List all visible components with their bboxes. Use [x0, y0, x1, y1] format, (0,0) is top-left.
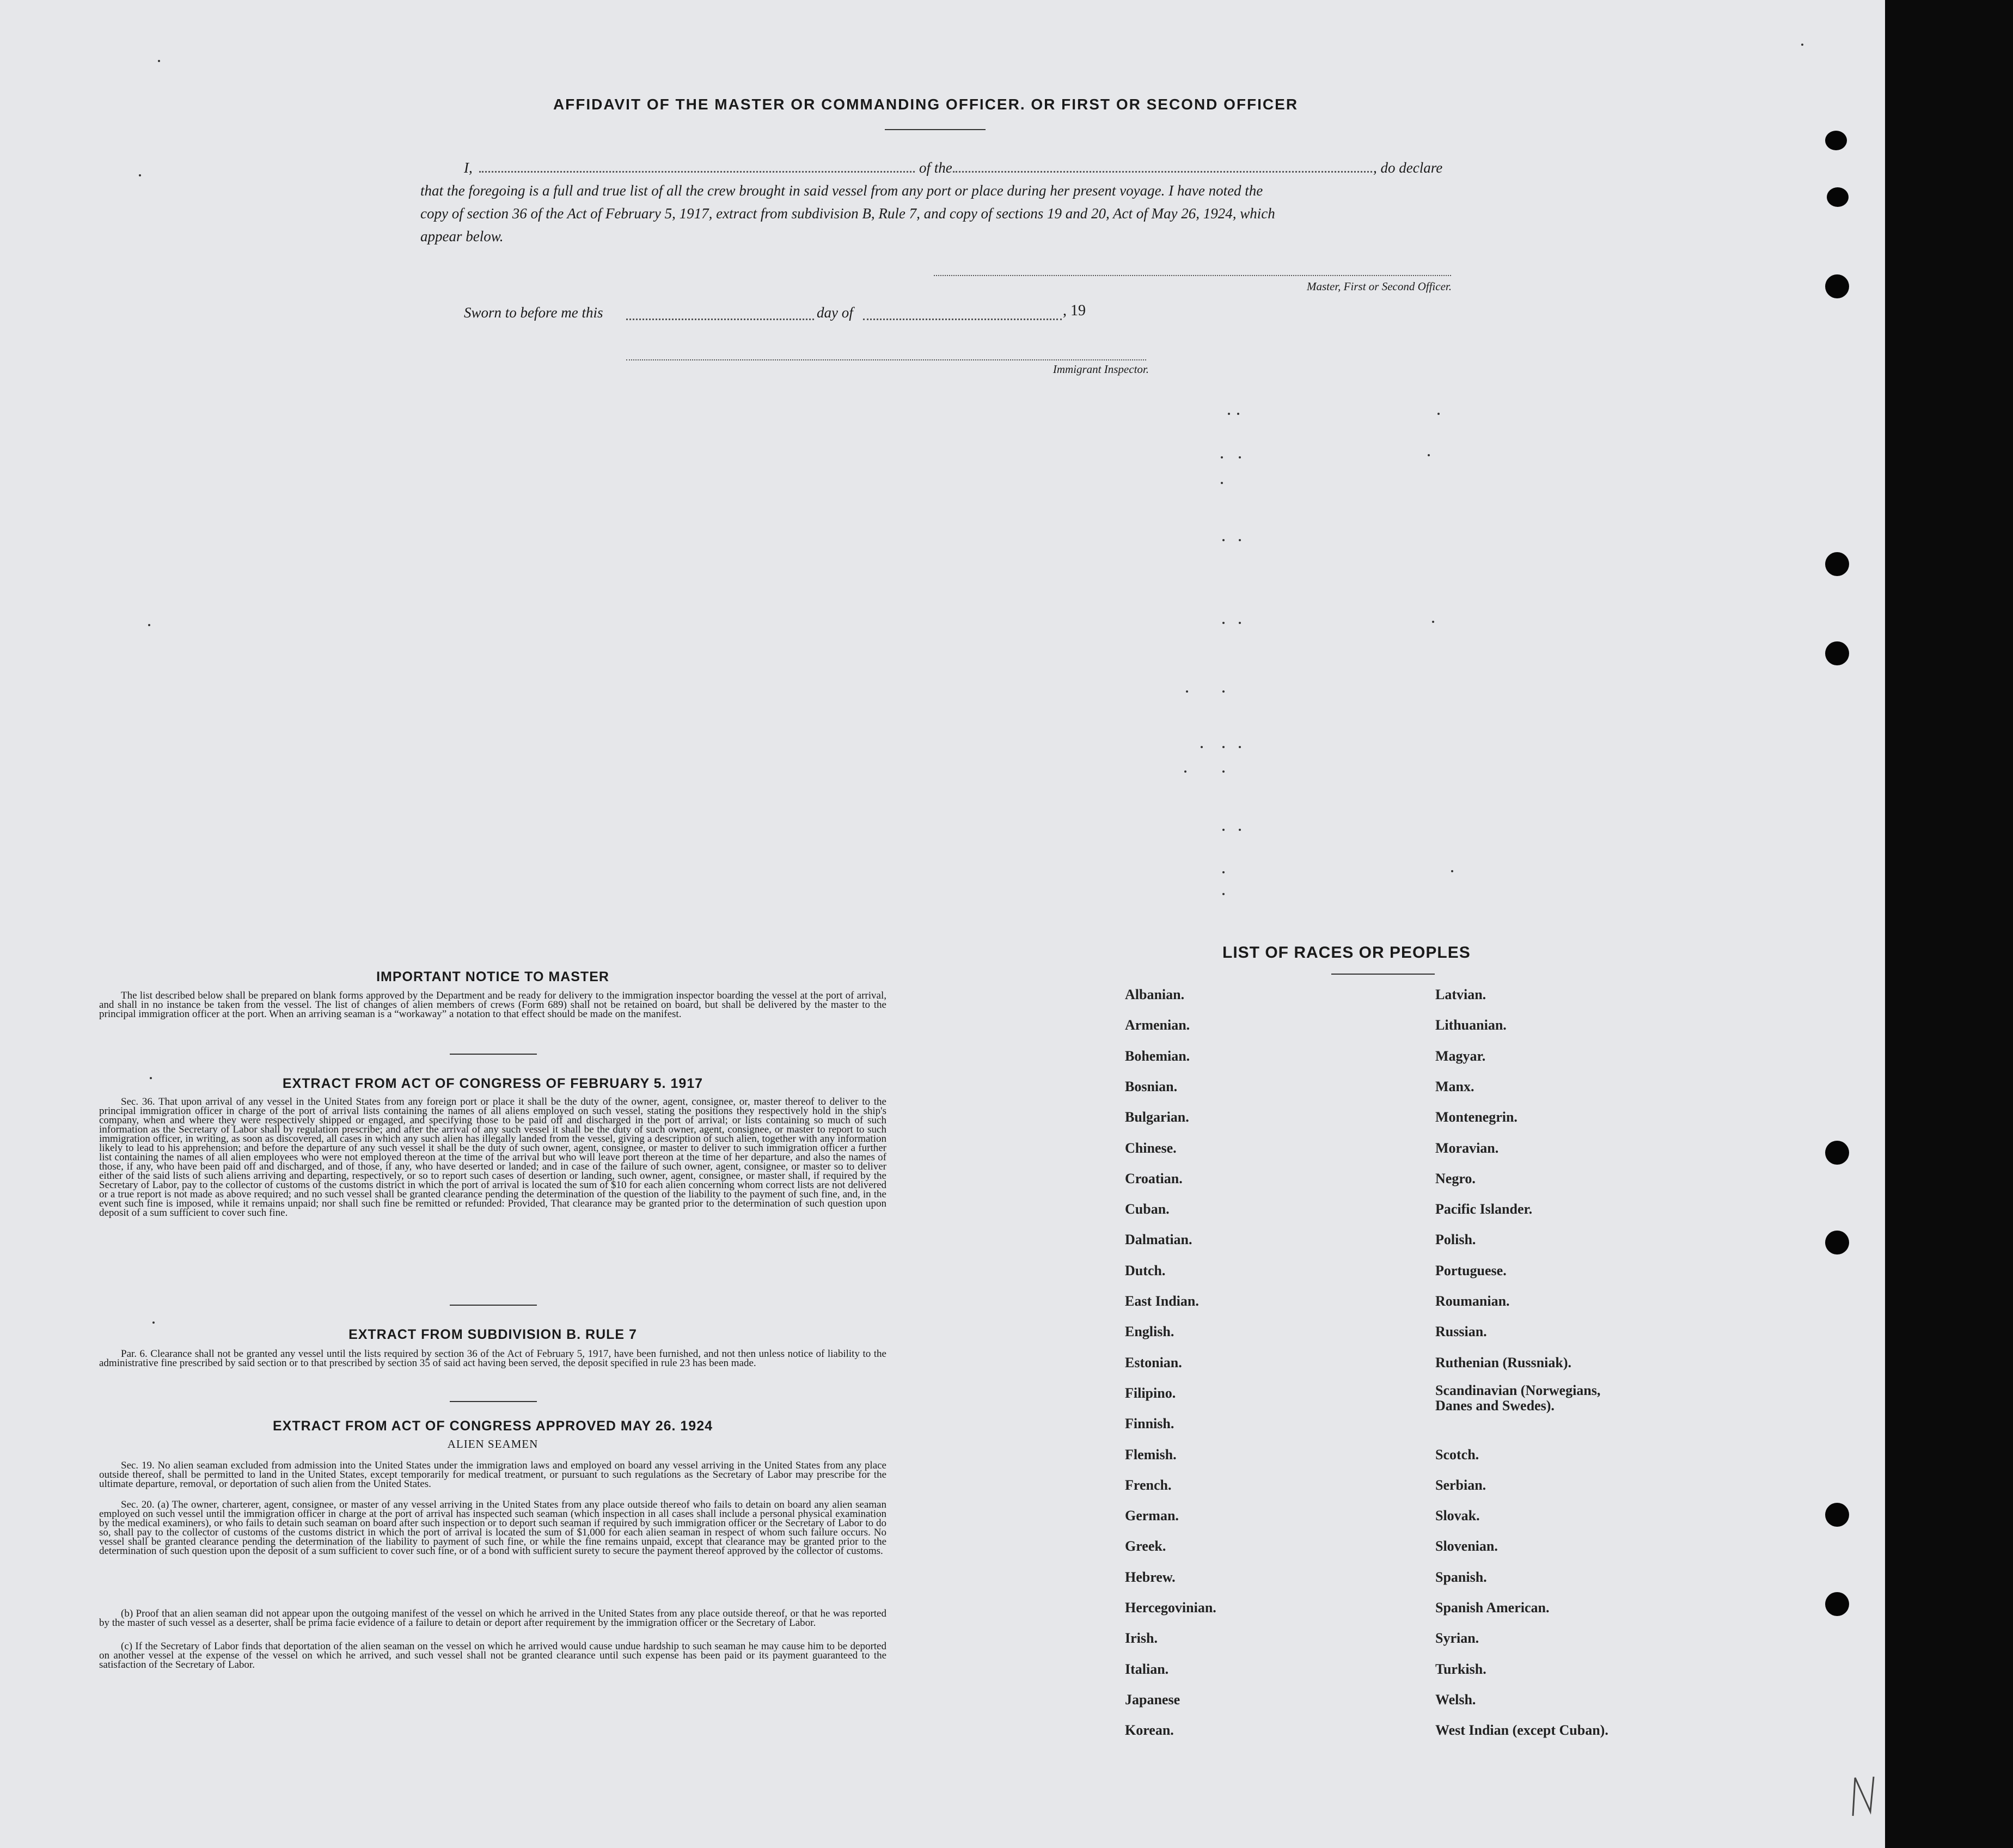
handwritten-mark — [1849, 1772, 1881, 1821]
notice-title: IMPORTANT NOTICE TO MASTER — [376, 969, 609, 984]
section-20b: (b) Proof that an alien seaman did not appear upon the outgoing manifest of the vessel on which he arrived in the United States from any place outside thereof, or that he was reported by the master of such vessel as a deserter, shall be prima facie evidence of a failure to detain or deport after requirement by the immigration officer or the Secretary of Labor. — [99, 1608, 886, 1629]
speck — [1186, 690, 1188, 693]
race-item: Pacific Islander. — [1435, 1201, 1533, 1217]
inspector-signature-line[interactable] — [626, 359, 1146, 360]
punch-hole — [1825, 131, 1847, 150]
speck — [1239, 456, 1241, 458]
race-item: Welsh. — [1435, 1691, 1476, 1708]
punch-hole — [1825, 1592, 1849, 1616]
sworn-month-field[interactable] — [863, 319, 1062, 320]
race-item: Turkish. — [1435, 1661, 1486, 1677]
rule7-title: EXTRACT FROM SUBDIVISION B. RULE 7 — [348, 1327, 637, 1342]
speck — [1222, 539, 1225, 541]
race-item: Chinese. — [1125, 1140, 1177, 1156]
divider — [450, 1401, 537, 1402]
race-item: Japanese — [1125, 1691, 1180, 1708]
affidavit-line-1 — [464, 155, 473, 181]
race-item: Dutch. — [1125, 1262, 1166, 1278]
vessel-field[interactable] — [953, 171, 1372, 173]
punch-hole — [1825, 1141, 1849, 1165]
race-item: Bohemian. — [1125, 1048, 1190, 1064]
race-item: Bulgarian. — [1125, 1109, 1189, 1125]
inspector-caption: Immigrant Inspector. — [1053, 363, 1149, 376]
speck — [1222, 829, 1225, 831]
race-item: Hercegovinian. — [1125, 1600, 1216, 1616]
extract-1917-body: Sec. 36. That upon arrival of any vessel in the United States from any foreign port or place it shall be the duty of the owner, agent, consignee, or, master thereof to deliver to the principal immigration officer in charge of the port of arrival lists containing the names of all aliens employed on such vessel, stating the positions they respectively hold in the ship's company, when and where they were respectively shipped or engaged, and specifying those to be paid off and discharged in the port of arrival; or lists containing so much of such information as the Secretary of Labor shall by regulation prescribe; and after the arrival of any such vessel it shall be the duty of such owner, agent, consignee, or master to report to such immigration officer, in writing, as soon as discovered, all cases in which any such alien has illegally landed from the vessel, giving a description of such alien, together with any information likely to lead to his apprehension; and before the departure of any such vessel it shall be the duty of such owner, agent, consignee, or master to deliver to such immigration officer a further list containing the names of all alien employees who were not employed thereon at the time of the arrival but who will leave port thereon at the time of her departure, and also the names of those, if any, who have been paid off and discharged, and of those, if any, who have deserted or landed; and in case of the failure of such owner, agent, consignee, or master so to deliver either of the said lists of such aliens arriving and departing, respectively, or so to report such cases of desertion or landing, such owner, agent, consignee, or master shall, if required by the Secretary of Labor, pay to the collector of customs of the customs district in which the port of arrival is located the sum of $10 for each alien concerning whom correct lists are not delivered or a true report is not made as above required; and no such vessel shall be granted clearance pending the determination of the question of the liability to the payment of such fine, and, in the event such fine is imposed, while it remains unpaid; nor shall such fine be remitted or refunded: Provided, That clearance may be granted prior to the determination of such question upon deposit of a sum sufficient to cover such fine. — [99, 1096, 886, 1219]
race-item: Slovak. — [1435, 1508, 1480, 1524]
race-item: Latvian. — [1435, 987, 1486, 1002]
race-item: Manx. — [1435, 1078, 1474, 1094]
race-item: Lithuanian. — [1435, 1017, 1507, 1033]
speck — [1222, 746, 1225, 748]
race-item: Scotch. — [1435, 1446, 1479, 1463]
race-item: Negro. — [1435, 1170, 1476, 1186]
punch-hole — [1825, 641, 1849, 665]
speck — [1239, 622, 1241, 624]
speck — [1239, 539, 1241, 541]
extract-1924-title: EXTRACT FROM ACT OF CONGRESS APPROVED MAY 26. 1924 — [272, 1418, 713, 1434]
divider — [450, 1054, 537, 1055]
speck — [1222, 770, 1225, 773]
race-item: Ruthenian (Russniak). — [1435, 1354, 1571, 1370]
divider — [885, 129, 986, 130]
affidavit-line-2: that the foregoing is a full and true list of all the crew brought in said vessel from any port or place during her present voyage. I have noted the — [420, 182, 1263, 199]
race-item: Irish. — [1125, 1630, 1158, 1647]
race-item: East Indian. — [1125, 1293, 1199, 1309]
race-item: Scandinavian (Norwegians, Danes and Swedes). — [1435, 1382, 1601, 1413]
race-item: Croatian. — [1125, 1170, 1183, 1186]
race-item: French. — [1125, 1477, 1172, 1493]
speck — [1222, 871, 1225, 873]
day-of-label: day of — [817, 304, 853, 321]
race-item: Dalmatian. — [1125, 1232, 1192, 1248]
race-item: Spanish. — [1435, 1569, 1487, 1585]
race-item: Bosnian. — [1125, 1078, 1178, 1094]
notice-body: The list described below shall be prepared on blank forms approved by the Department and be ready for delivery to the immigration inspector boarding the vessel at the port of arrival, and shall in no instance be taken from the vessel. The list of changes of alien members of crews (Form 689) shall not be retained on board, but shall be delivered by the master to the principal immigration officer at the port. When an arriving seaman is a “workaway” a notation to that effect should be made on the manifest. — [99, 990, 886, 1020]
speck — [152, 1321, 155, 1324]
divider — [450, 1305, 537, 1306]
speck — [1432, 621, 1434, 623]
speck — [1221, 482, 1223, 484]
section-20c: (c) If the Secretary of Labor finds that deportation of the alien seaman on the vessel on which he arrived would cause undue hardship to such seaman he may cause him to be deported on another vessel at the expense of the vessel on which he arrived, and such vessel shall not be granted clearance until such expense has been paid or its payment guaranteed to the satisfaction of the Secretary of Labor. — [99, 1641, 886, 1670]
race-item: German. — [1125, 1508, 1179, 1524]
sworn-label: Sworn to before me this — [464, 304, 603, 321]
race-item: Russian. — [1435, 1324, 1487, 1340]
race-item: Estonian. — [1125, 1354, 1182, 1370]
affidavit-do-declare: , do declare — [1373, 160, 1443, 176]
extract-1917-title: EXTRACT FROM ACT OF CONGRESS OF FEBRUARY 5. 1917 — [282, 1076, 703, 1091]
sworn-day-field[interactable] — [626, 319, 814, 320]
races-title: LIST OF RACES OR PEOPLES — [1222, 944, 1471, 962]
race-item: Armenian. — [1125, 1017, 1190, 1033]
speck — [1201, 746, 1203, 748]
race-item: Greek. — [1125, 1538, 1166, 1555]
affidavit-line-4: appear below. — [420, 228, 504, 244]
race-item: Filipino. — [1125, 1385, 1176, 1401]
speck — [139, 174, 141, 176]
race-item: Albanian. — [1125, 987, 1185, 1002]
race-item: Spanish American. — [1435, 1600, 1550, 1616]
section-19: Sec. 19. No alien seaman excluded from admission into the United States under the immigration laws and employed on board any vessel arriving in the United States from any place outside thereof, shall be permitted to land in the United States, except temporarily for medical treatment, or pursuant to such regulations as the Secretary of Labor may prescribe for the ultimate departure, removal, or deportation of such alien from the United States. — [99, 1460, 886, 1490]
affidavit-line-3: copy of section 36 of the Act of February 5, 1917, extract from subdivision B, Rule 7, and copy of sections 19 and 20, Act of May 26, 1924, which — [420, 205, 1275, 222]
speck — [1222, 690, 1225, 693]
race-item: Korean. — [1125, 1722, 1174, 1739]
speck — [1437, 413, 1440, 415]
punch-hole — [1825, 274, 1849, 298]
race-item: Syrian. — [1435, 1630, 1479, 1647]
speck — [1239, 746, 1241, 748]
race-item: Montenegrin. — [1435, 1109, 1518, 1125]
divider — [1331, 974, 1435, 975]
speck — [1222, 622, 1225, 624]
affidavit-title: AFFIDAVIT OF THE MASTER OR COMMANDING OFFICER. OR FIRST OR SECOND OFFICER — [553, 96, 1299, 113]
race-item: Hebrew. — [1125, 1569, 1176, 1585]
punch-hole — [1827, 187, 1849, 207]
race-item: Cuban. — [1125, 1201, 1170, 1217]
year-prefix: , 19 — [1063, 302, 1086, 319]
race-item: Polish. — [1435, 1232, 1476, 1248]
speck — [1801, 44, 1803, 46]
speck — [1451, 870, 1453, 872]
signature-caption: Master, First or Second Officer. — [1307, 280, 1452, 293]
speck — [158, 60, 160, 62]
race-item: Serbian. — [1435, 1477, 1486, 1493]
race-item: Slovenian. — [1435, 1538, 1498, 1555]
race-item: Moravian. — [1435, 1140, 1499, 1156]
extract-1924-subtitle: ALIEN SEAMEN — [447, 1437, 539, 1451]
section-20a: Sec. 20. (a) The owner, charterer, agent, consignee, or master of any vessel arriving in the United States from any place outside thereof who fails to detain on board any alien seaman employed on such vessel until the immigration officer in charge at the port of arrival has inspected such seaman (which inspection in all cases shall include a personal physical examination by the medical examiners), or who fails to detain such seaman on board after such inspection or to deport such seaman if required by such immigration officer or the Secretary of Labor to do so, shall pay to the collector of customs of the customs district in which the port of arrival is located the sum of $1,000 for each alien seaman in respect of whom such failure occurs. No vessel shall be granted clearance pending the determination of the liability to payment of such fine, or while the fine remains unpaid, except that clearance may be granted prior to the determination of such question upon the deposit of a sum sufficient to cover such fine, or of a bond with sufficient surety to secure the payment thereof approved by the collector of customs. — [99, 1499, 886, 1557]
name-field[interactable] — [479, 171, 915, 173]
speck — [1237, 413, 1239, 415]
rule7-body: Par. 6. Clearance shall not be granted any vessel until the lists required by section 36 of the Act of February 5, 1917, have been furnished, and not then unless notice of liability to the administrative fine prescribed by said section or to that prescribed by section 35 of said act having been served, the deposit specified in rule 23 has been made. — [99, 1348, 886, 1369]
affidavit-of-the: of the — [919, 160, 952, 176]
race-item: Magyar. — [1435, 1048, 1486, 1064]
punch-hole — [1825, 1231, 1849, 1255]
speck — [1184, 770, 1186, 773]
speck — [148, 624, 150, 626]
speck — [1428, 454, 1430, 456]
speck — [1222, 893, 1225, 895]
race-item: Italian. — [1125, 1661, 1169, 1677]
race-item: Portuguese. — [1435, 1262, 1507, 1278]
speck — [1228, 413, 1230, 415]
race-item: West Indian (except Cuban). — [1435, 1722, 1608, 1739]
speck — [1221, 456, 1223, 458]
speck — [1239, 829, 1241, 831]
race-item: Roumanian. — [1435, 1293, 1510, 1309]
race-item: Flemish. — [1125, 1446, 1177, 1463]
punch-hole — [1825, 552, 1849, 576]
affidavit-i: I, — [464, 160, 473, 176]
race-item: English. — [1125, 1324, 1174, 1340]
race-item: Finnish. — [1125, 1416, 1174, 1432]
signature-line[interactable] — [934, 275, 1451, 276]
punch-hole — [1825, 1503, 1849, 1527]
